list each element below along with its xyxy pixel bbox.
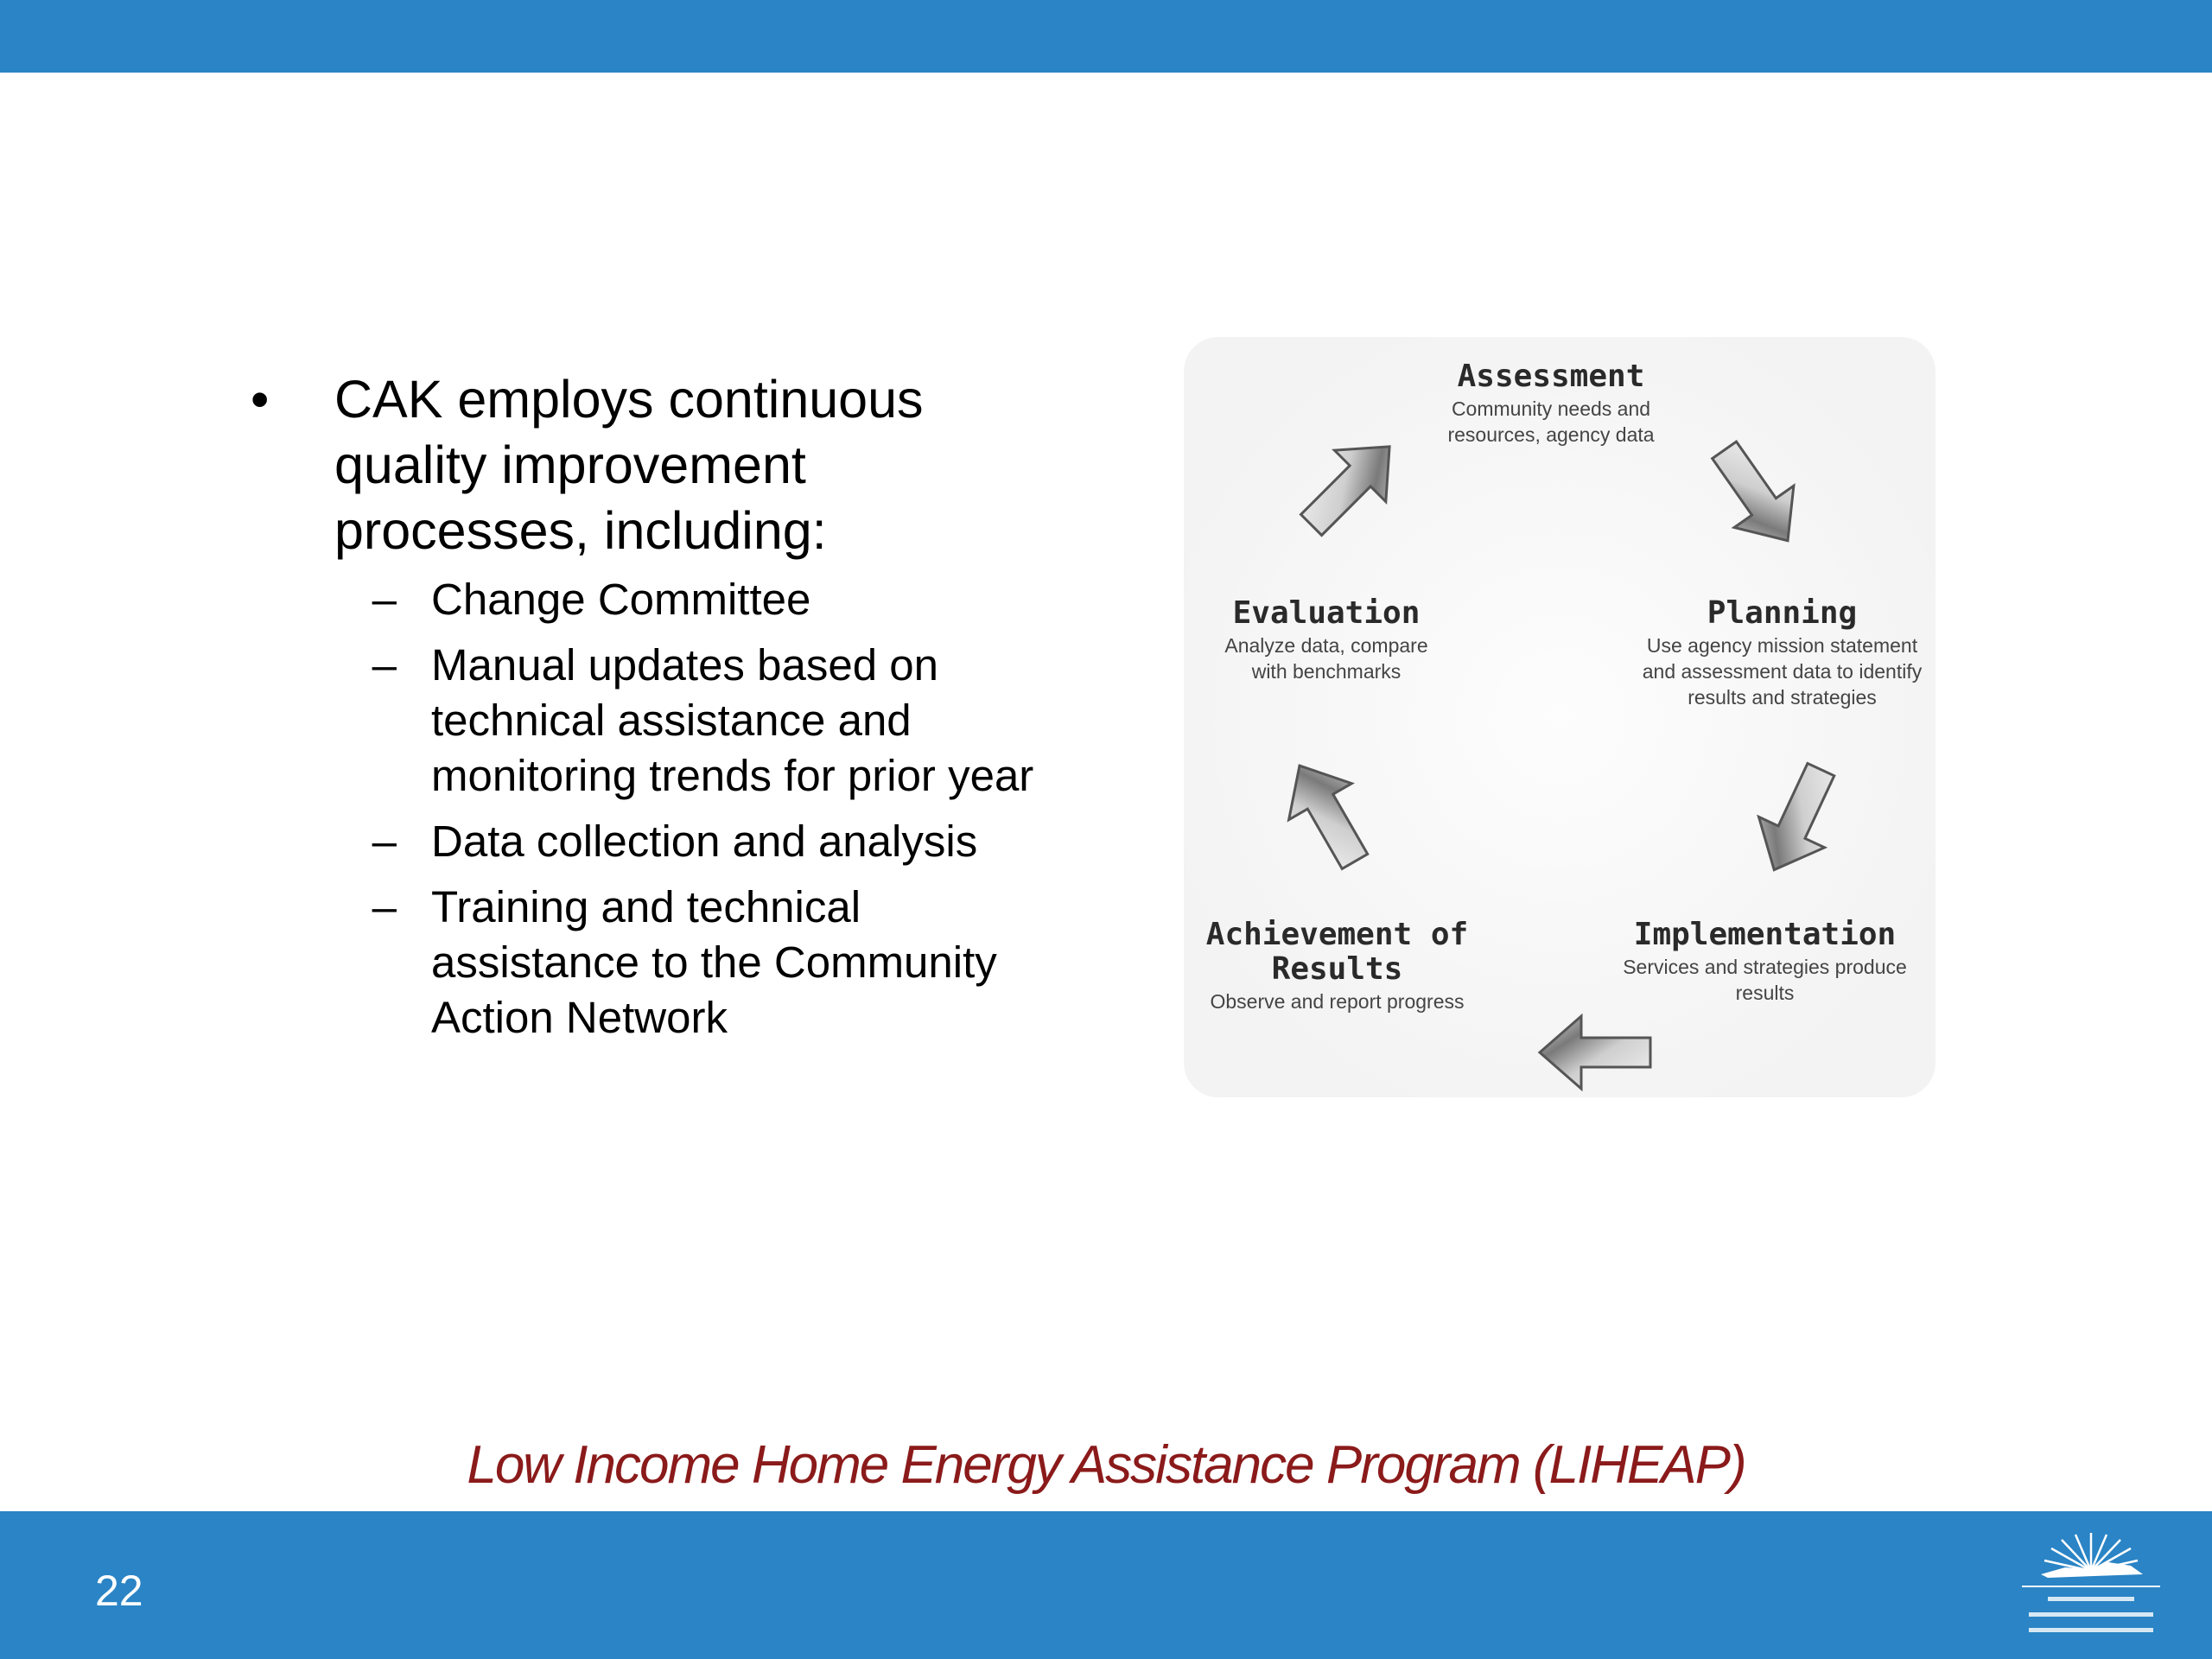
sub-bullet-marker: –	[372, 817, 397, 866]
stage-implementation	[1616, 918, 1914, 1006]
bottom-bar	[0, 1511, 2212, 1659]
stage-assessment	[1404, 359, 1698, 448]
top-bar	[0, 0, 2212, 73]
sub-bullet-list	[242, 572, 1063, 1046]
page-number: 22	[95, 1567, 143, 1615]
main-bullet	[242, 366, 1063, 563]
sub-bullet-text: Change Committee	[431, 575, 811, 624]
sub-bullet	[242, 880, 1063, 1046]
footer-program-title: Low Income Home Energy Assistance Program (LIHEAP)	[467, 1435, 1745, 1495]
sub-bullet-marker: –	[372, 575, 397, 624]
sub-bullet-text: Data collection and analysis	[431, 817, 978, 866]
stage-title: Assessment	[1457, 359, 1645, 394]
stage-description: Observe and report progress	[1210, 990, 1465, 1013]
stage-description: Use agency mission statement and assessment data to identify results and strategies	[1642, 634, 1923, 709]
quality-improvement-cycle-diagram	[1184, 337, 1936, 1097]
stage-title: Implementation	[1633, 917, 1897, 952]
kentucky-sunburst-logo-icon	[2005, 1517, 2177, 1647]
stage-description: Services and strategies produce results	[1623, 956, 1907, 1004]
sub-bullet	[242, 814, 1063, 869]
stage-description: Community needs and resources, agency data	[1447, 397, 1655, 446]
stage-title: Planning	[1707, 595, 1858, 631]
stage-title: Achievement of Results	[1205, 917, 1469, 987]
stage-achievement-of-results	[1201, 918, 1473, 1014]
stage-title: Evaluation	[1232, 595, 1421, 631]
sub-bullet-marker: –	[372, 882, 397, 931]
bullet-marker: •	[251, 370, 270, 429]
stage-planning	[1629, 596, 1936, 710]
sub-bullet	[242, 638, 1063, 804]
sub-bullet-text: Training and technical assistance to the Community Action Network	[431, 882, 997, 1042]
stage-evaluation	[1210, 596, 1443, 684]
stage-description: Analyze data, compare with benchmarks	[1224, 634, 1428, 683]
sub-bullet-marker: –	[372, 640, 397, 690]
sub-bullet-text: Manual updates based on technical assistance and monitoring trends for prior year	[431, 640, 1034, 800]
sub-bullet	[242, 572, 1063, 627]
slide-content	[242, 366, 1063, 1056]
main-bullet-text: CAK employs continuous quality improvement processes, including:	[334, 370, 924, 560]
